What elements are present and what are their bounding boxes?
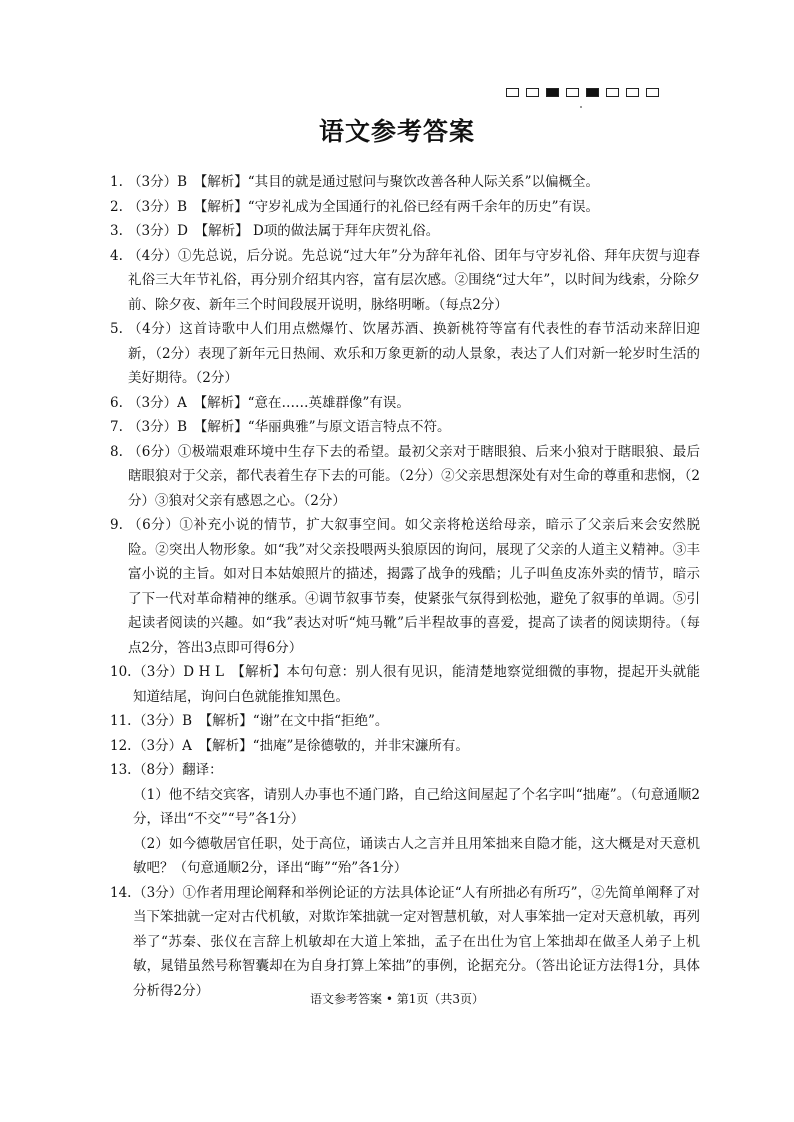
answer-list (110, 170, 700, 1003)
answer-number: 1. (110, 174, 123, 190)
answer-text: （6分）①极端艰难环境中生存下去的希望。最初父亲对于瞎眼狼、后来小狼对于瞎眼狼、最后瞎眼狼对于父亲，都代表着生存下去的可能。（2分）②父亲思想深处有对生命的尊重和悲悯，（2分）③狼对父亲有感恩之心。（2分） (128, 443, 700, 509)
answer-text: （3分）B 【解析】“华丽典雅”与原文语言特点不符。 (128, 419, 451, 435)
answer-text-block (128, 170, 700, 195)
answer-number: 7. (110, 419, 123, 435)
answer-item (110, 734, 700, 759)
page-title: 语文参考答案 (318, 117, 475, 146)
answer-text: （3分）①作者用理论阐释和举例论证的方法具体论证“人有所拙必有所巧”，②先简单阐释了对当下笨拙就一定对古代机敏，对欺诈笨拙就一定对智慧机敏，对人事笨拙一定对天意机敏，再列举了“苏秦、张仪在言辞上机敏却在大道上笨拙，孟子在出仕为官上笨拙却在做圣人弟子上机敏，晁错虽然号称智囊却在为自身打算上笨拙”的事例，论据充分。（答出论证方法得1分，具体分析得2分） (133, 884, 700, 999)
answer-text: （3分）B 【解析】“谢”在文中指“拒绝”。 (133, 713, 389, 729)
answer-text-block (133, 709, 700, 734)
answer-number: 12. (110, 737, 132, 754)
answer-text: （6分）①补充小说的情节，扩大叙事空间。如父亲将枪送给母亲，暗示了父亲后来会安然脱险。②突出人物形象。如“我”对父亲投喂两头狼原因的询问，展现了父亲的人道主义精神。③丰富小说的主旨。如对日本姑娘照片的描述，揭露了战争的残酷；儿子叫鱼皮冻外卖的情节，暗示了下一代对革命精神的继承。④调节叙事节奏，使紧张气氛得到松弛，避免了叙事的单调。⑤引起读者阅读的兴趣。如“我”表达对听“炖马靴”后半程故事的喜爱，提高了读者的阅读期待。（每点2分，答出3点即可得6分） (128, 517, 700, 656)
answer-item (110, 219, 700, 244)
answer-item (110, 513, 700, 660)
answer-text-block (133, 734, 700, 759)
answer-text-block (128, 415, 700, 440)
header-box (566, 88, 579, 97)
answer-number: 9. (110, 517, 123, 533)
answer-item (110, 391, 700, 416)
answer-text-block (128, 195, 700, 220)
answer-number: 3. (110, 223, 123, 239)
answer-text-block (128, 391, 700, 416)
header-box-markers (506, 88, 659, 97)
answer-text-block (128, 440, 700, 514)
translation-sub-answer: （2）如今德敬居官任职，处于高位，诵读古人之言并且用笨拙来自隐才能，这大概是对天意机敏吧？（句意通顺2分，译出“晦”“殆”各1分） (133, 835, 700, 876)
header-box (606, 88, 619, 97)
header-box (506, 88, 519, 97)
header-box (546, 88, 559, 97)
answer-text-block (133, 660, 700, 709)
header-box (586, 88, 599, 97)
answer-text-block (128, 513, 700, 660)
answer-text: （4分）这首诗歌中人们用点燃爆竹、饮屠苏酒、换新桃符等富有代表性的春节活动来辞旧迎新，（2分）表现了新年元日热闹、欢乐和万象更新的动人景象，表达了人们对新一轮岁时生活的美好期待。（2分） (128, 321, 700, 386)
answer-text: （3分）A 【解析】“拙庵”是徐德敬的，并非宋濂所有。 (133, 737, 469, 754)
answer-text: （3分）B 【解析】“其目的就是通过慰问与聚饮改善各种人际关系”以偏概全。 (128, 174, 600, 190)
answer-item (110, 317, 700, 391)
answer-number: 6. (110, 394, 123, 411)
answer-number: 13. (110, 762, 132, 778)
answer-item (110, 415, 700, 440)
answer-number: 4. (110, 247, 123, 264)
header-box (646, 88, 659, 97)
header-box (626, 88, 639, 97)
answer-item (110, 170, 700, 195)
answer-text: （8分）翻译： (133, 762, 223, 778)
answer-text: （3分）B 【解析】“守岁礼成为全国通行的礼俗已经有两千余年的历史”有误。 (128, 198, 600, 215)
page-footer: 语文参考答案 • 第1页（共3页） (310, 992, 484, 1006)
answer-number: 14. (110, 884, 132, 901)
answer-item (110, 709, 700, 734)
answer-number: 5. (110, 321, 123, 337)
answer-text: （4分）①先总说，后分说。先总说“过大年”分为辞年礼俗、团年与守岁礼俗、拜年庆贺与迎春礼俗三大年节礼俗，再分别介绍其内容，富有层次感。②围绕“过大年”，以时间为线索，分除夕前、除夕夜、新年三个时间段展开说明，脉络明晰。（每点2分） (128, 247, 700, 313)
answer-text: （3分）A 【解析】“意在……英雄群像”有误。 (128, 394, 410, 411)
answer-text-block (128, 219, 700, 244)
answer-text: （3分）D H L 【解析】本句句意：别人很有见识，能清楚地察觉细微的事物，提起开头就能知道结尾，询问白色就能推知黑色。 (133, 664, 700, 705)
answer-item (110, 244, 700, 318)
answer-item (110, 881, 700, 1004)
answer-item (110, 195, 700, 220)
answer-number: 2. (110, 198, 123, 215)
scan-dot (580, 106, 582, 108)
answer-text: （3分）D 【解析】 D项的做法属于拜年庆贺礼俗。 (128, 223, 440, 239)
header-box (526, 88, 539, 97)
answer-number: 8. (110, 443, 123, 460)
answer-text-block (128, 317, 700, 391)
answer-item (110, 660, 700, 709)
answer-item (110, 758, 700, 783)
answer-text-block (133, 881, 700, 1004)
answer-item (110, 440, 700, 514)
answer-number: 10. (110, 664, 132, 680)
answer-text-block (128, 244, 700, 318)
answer-text-block (133, 758, 700, 783)
answer-number: 11. (110, 713, 132, 729)
translation-sub-answer: （1）他不结交宾客，请别人办事也不通门路，自己给这间屋起了个名字叫“拙庵”。（句意通顺2分，译出“不交”“号”各1分） (133, 786, 700, 827)
